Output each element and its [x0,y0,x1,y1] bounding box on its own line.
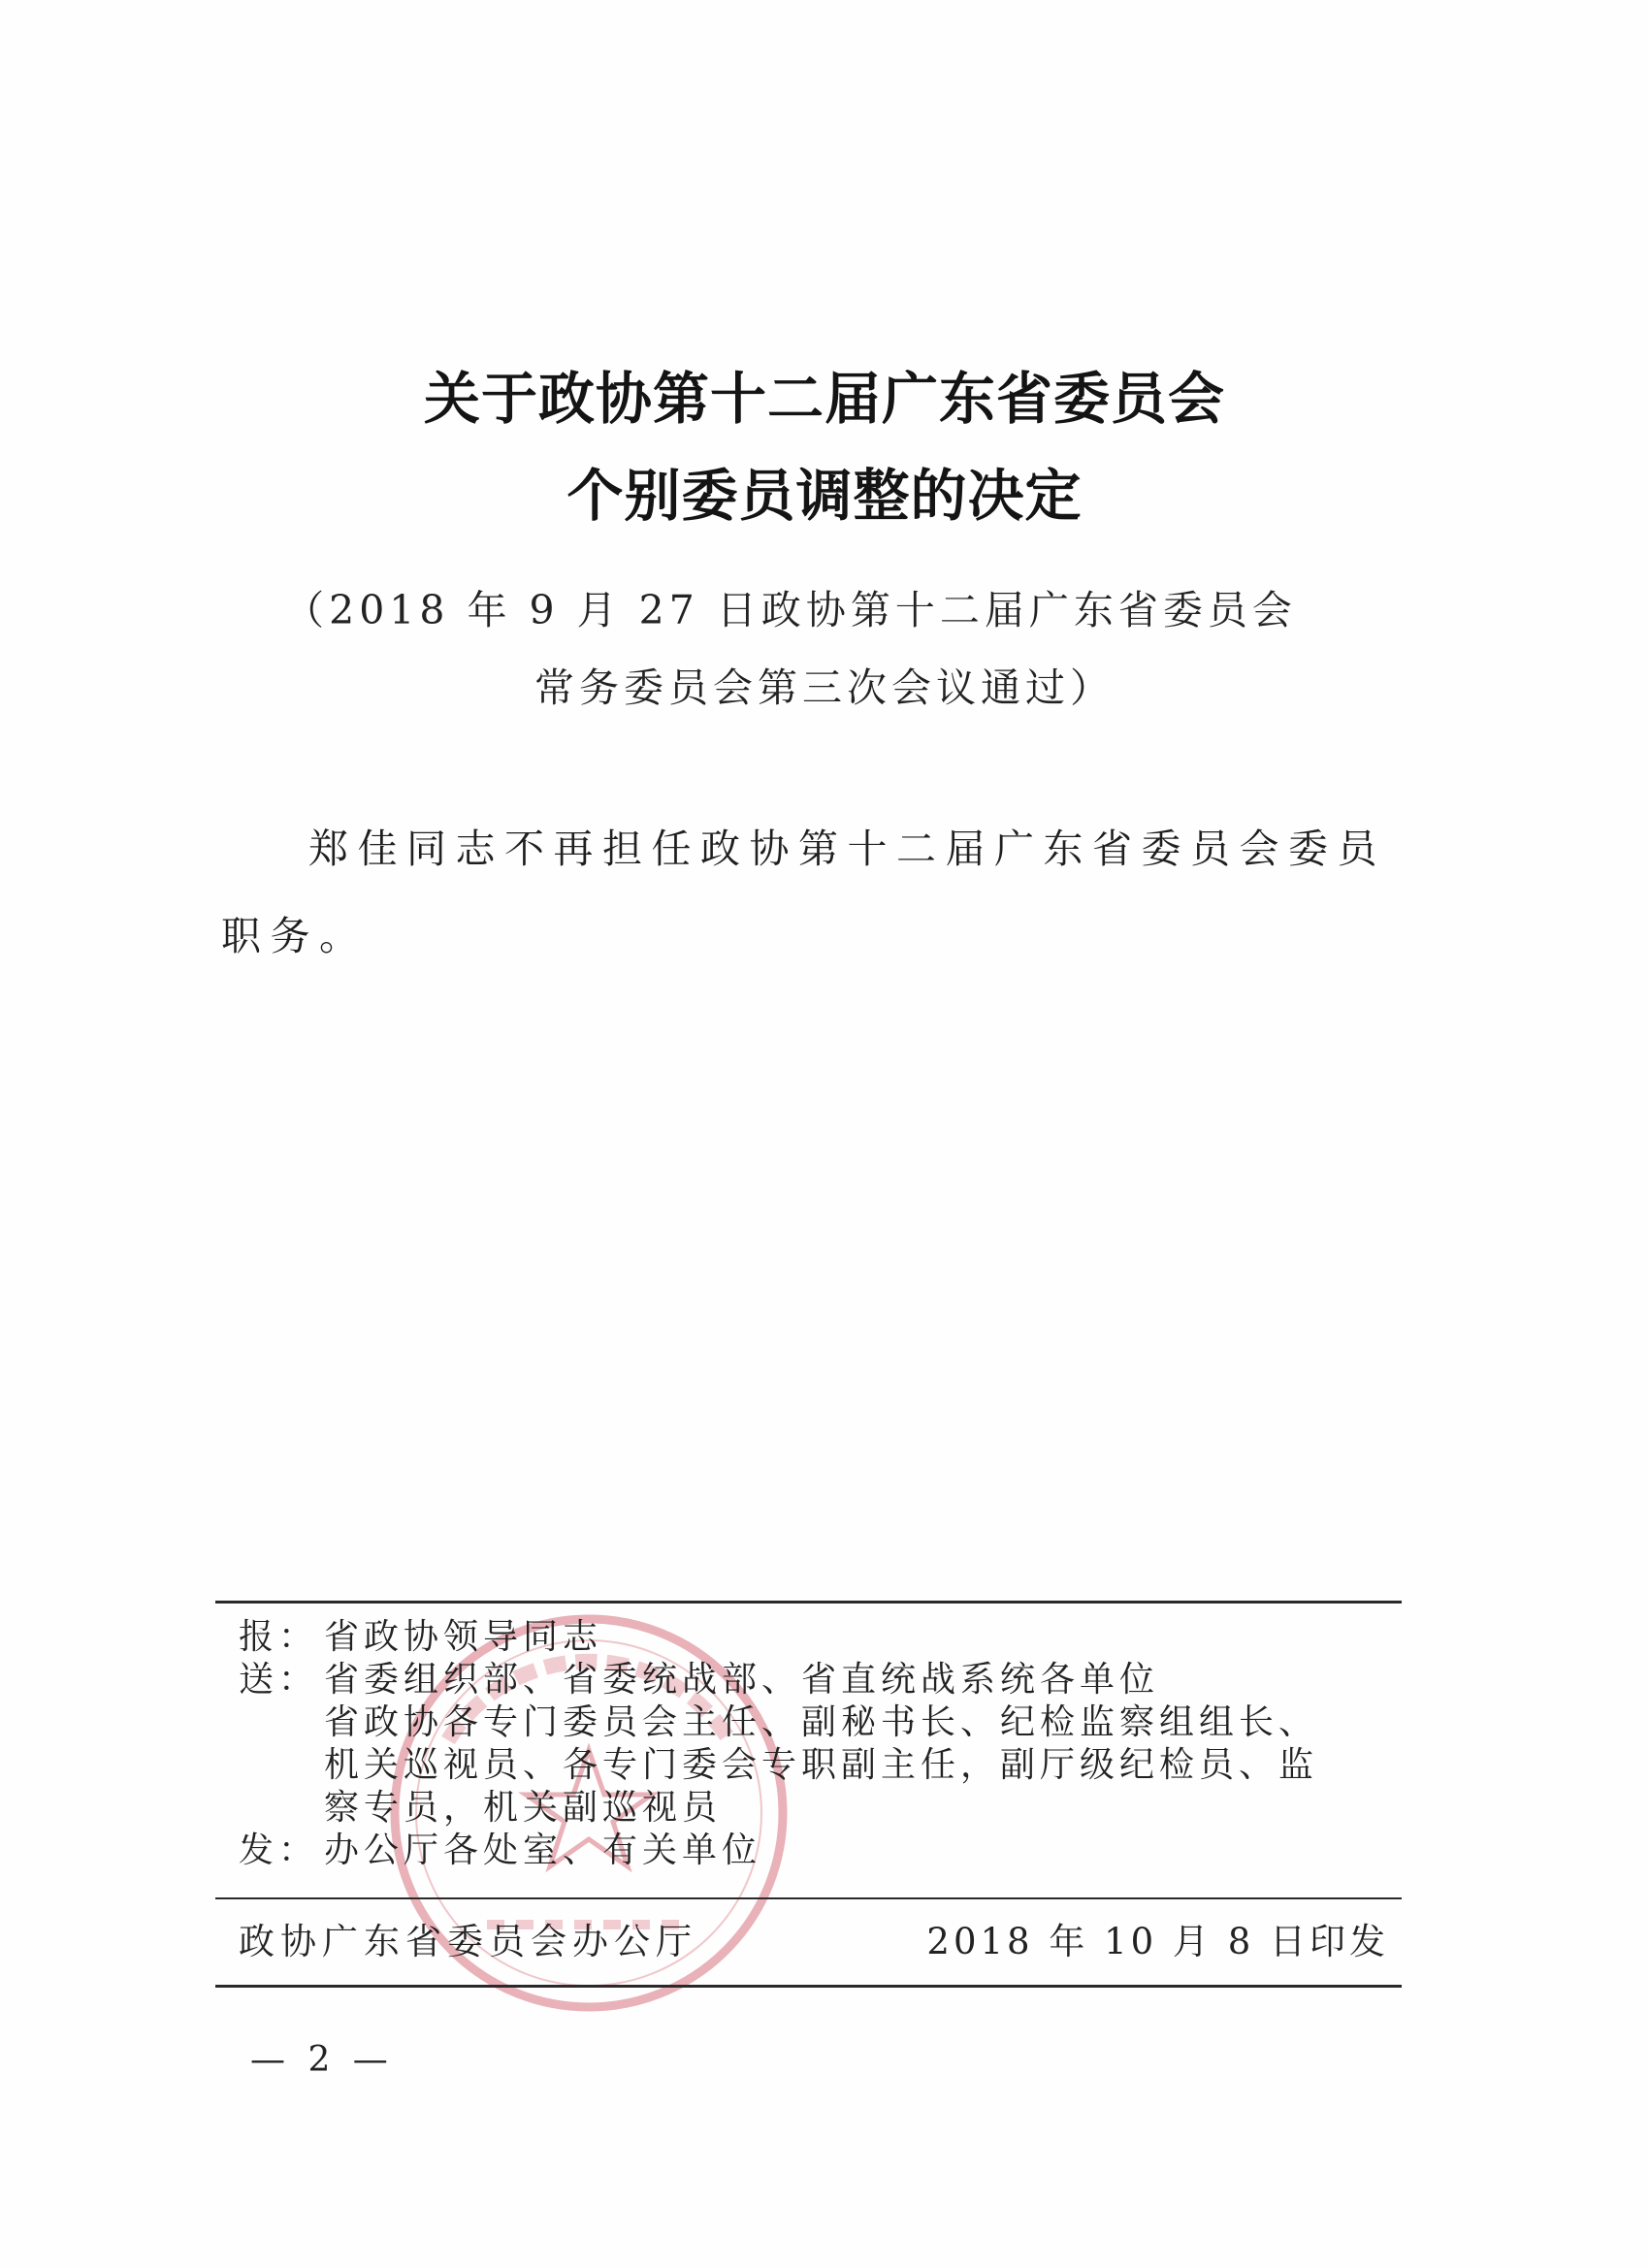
footer-bottom-rule [215,1985,1402,1988]
report-row [239,1616,1403,1659]
print-date: 2018 年 10 月 8 日印发 [926,1921,1389,1962]
issuing-office: 政协广东省委员会办公厅 [239,1921,697,1962]
issue-recipients: 办公厅各处室、有关单位 [324,1831,762,1870]
send-recipients-line: 机关巡视员、各专门委会专职副主任，副厅级纪检员、监 [324,1745,1319,1785]
send-label: 送： [239,1660,319,1700]
page-number: — 2 — [250,2040,394,2080]
distribution-list [239,1616,1403,1872]
distribution-top-rule [215,1601,1402,1604]
send-recipients-line: 省委组织部、省委统战部、省直统战系统各单位 [324,1660,1160,1700]
report-recipients: 省政协领导同志 [324,1617,603,1657]
send-row-continued [239,1744,1403,1787]
document-title-line-1: 关于政协第十二届广东省委员会 [423,366,1225,432]
adoption-note-line-1: （2018 年 9 月 27 日政协第十二届广东省委员会 [284,587,1297,633]
issue-label: 发： [239,1831,319,1870]
decision-body: 郑佳同志不再担任政协第十二届广东省委员会委员职务。 [221,826,1386,959]
distribution-bottom-rule [215,1897,1402,1899]
send-recipients-line: 察专员，机关副巡视员 [324,1788,723,1828]
adoption-note-line-2: 常务委员会第三次会议通过） [534,664,1115,711]
issue-row [239,1830,1403,1872]
document-title-line-2: 个别委员调整的决定 [566,463,1083,529]
send-row [239,1659,1403,1701]
send-row-continued [239,1787,1403,1830]
send-recipients-line: 省政协各专门委员会主任、副秘书长、纪检监察组组长、 [324,1702,1319,1742]
report-label: 报： [239,1617,319,1657]
send-row-continued [239,1701,1403,1744]
